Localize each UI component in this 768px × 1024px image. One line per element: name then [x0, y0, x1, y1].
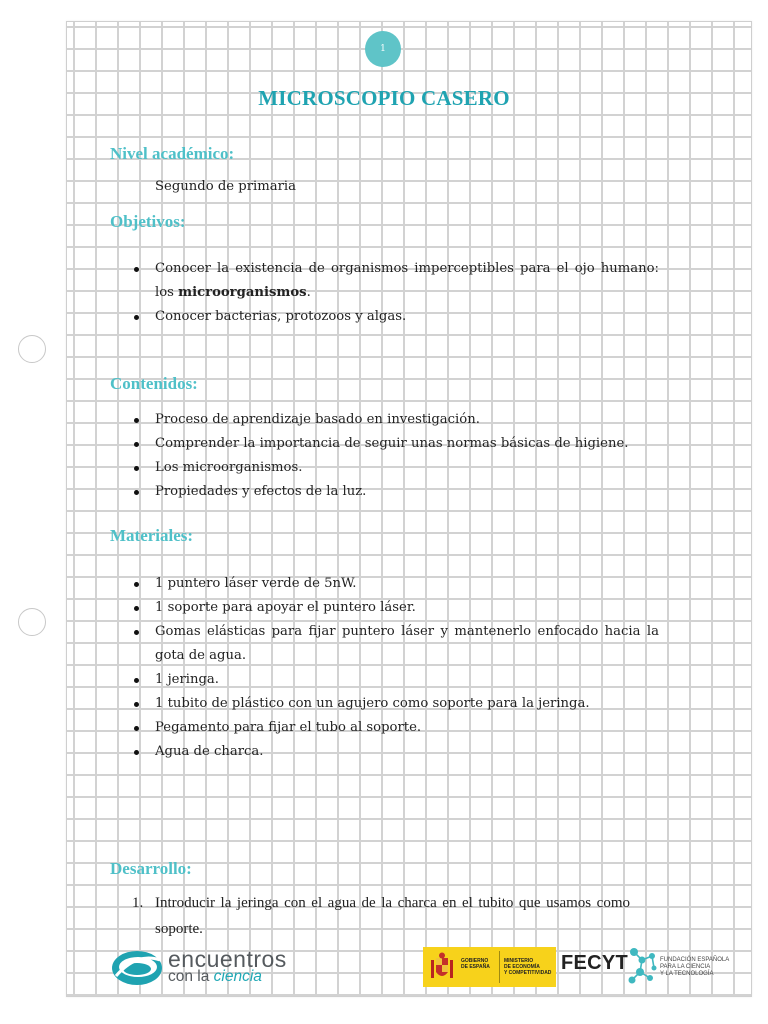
page-number-badge: 1 [365, 31, 401, 67]
list-item: 1 puntero láser verde de 5nW. [110, 572, 659, 596]
bullet-icon [134, 442, 139, 447]
objetivos-list [110, 257, 659, 329]
heading-nivel-academico: Nivel académico: [110, 144, 235, 163]
contenidos-list [110, 408, 659, 504]
list-item: 1. Introducir la jeringa con el agua de la charca en el tubito que usamos como soporte. [110, 890, 630, 942]
gobierno-divider [499, 951, 500, 983]
encuentros-swoosh-icon [110, 946, 164, 990]
bullet-icon [134, 726, 139, 731]
materiales-list [110, 572, 659, 764]
heading-objetivos: Objetivos: [110, 212, 186, 231]
bullet-icon [134, 630, 139, 635]
binder-hole-top [18, 335, 46, 363]
list-item: 1 jeringa. [110, 668, 659, 692]
list-item: Proceso de aprendizaje basado en investigación. [110, 408, 659, 432]
bullet-icon [134, 750, 139, 755]
list-item: Pegamento para fijar el tubo al soporte. [110, 716, 659, 740]
list-item: Conocer la existencia de organismos imperceptibles para el ojo humano: los microorganismos. [110, 257, 659, 304]
list-item: Propiedades y efectos de la luz. [110, 480, 659, 504]
bullet-icon [134, 702, 139, 707]
fecyt-name: FECYT [561, 952, 629, 974]
bullet-icon [134, 315, 139, 320]
grid-paper-sheet [66, 21, 752, 997]
heading-materiales: Materiales: [110, 526, 194, 545]
bullet-icon [134, 678, 139, 683]
list-item: Comprender la importancia de seguir unas normas básicas de higiene. [110, 432, 659, 456]
ministerio-text: MINISTERIO DE ECONOMÍA Y COMPETITIVIDAD [504, 958, 552, 976]
list-item: Agua de charca. [110, 740, 659, 764]
list-item: Gomas elásticas para fijar puntero láser y mantenerlo enfocado hacia la gota de agua. [110, 620, 659, 667]
bullet-icon [134, 490, 139, 495]
gobierno-logo [423, 947, 556, 987]
encuentros-logo [110, 944, 340, 990]
nivel-academico-value: Segundo de primaria [155, 179, 296, 194]
bullet-icon [134, 267, 139, 272]
bullet-icon [134, 606, 139, 611]
list-item: 1 tubito de plástico con un agujero como soporte para la jeringa. [110, 692, 659, 716]
list-item: Los microorganismos. [110, 456, 659, 480]
fecyt-subtitle: FUNDACIÓN ESPAÑOLA PARA LA CIENCIA Y LA TECNOLOGÍA [660, 957, 730, 977]
list-item: Conocer bacterias, protozoos y algas. [110, 305, 659, 329]
document-title: MICROSCOPIO CASERO [258, 86, 510, 110]
list-item: 1 soporte para apoyar el puntero láser. [110, 596, 659, 620]
bullet-icon [134, 466, 139, 471]
bullet-icon [134, 418, 139, 423]
encuentros-name: encuentros [168, 946, 287, 972]
gobierno-text: GOBIERNO DE ESPAÑA [461, 958, 490, 970]
binder-hole-bottom [18, 608, 46, 636]
desarrollo-list [110, 890, 630, 943]
encuentros-subtitle: con la ciencia [168, 968, 262, 985]
fecyt-molecule-icon [626, 946, 660, 988]
heading-desarrollo: Desarrollo: [110, 859, 192, 878]
bullet-icon [134, 582, 139, 587]
heading-contenidos: Contenidos: [110, 374, 198, 393]
step-number: 1. [132, 895, 144, 911]
coat-of-arms-icon [429, 952, 455, 982]
